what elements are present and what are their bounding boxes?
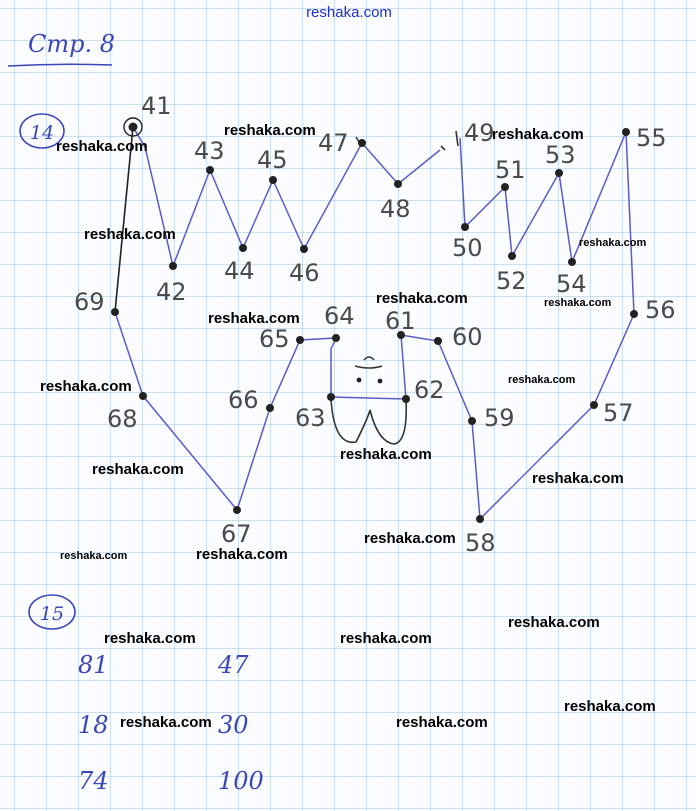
dot-label-57: 57 [603,399,634,427]
dot-label-42: 42 [156,278,187,306]
dot-label-67: 67 [221,520,252,548]
value-row3-left: 74 [78,767,109,795]
watermark: reshaka.com [579,237,647,249]
dot-labels [74,92,676,557]
dot-label-64: 64 [324,302,355,330]
dot-label-46: 46 [289,259,320,287]
watermark: reshaka.com [224,122,316,139]
watermark: reshaka.com [544,297,612,309]
dot-label-58: 58 [465,529,496,557]
site-header[interactable]: reshaka.com [306,4,392,21]
dot-label-51: 51 [495,156,526,184]
dot-label-63: 63 [295,404,326,432]
dot-label-65: 65 [259,325,290,353]
dot-label-44: 44 [224,257,255,285]
watermark: reshaka.com [564,698,656,715]
dot-label-49: 49 [464,119,495,147]
value-row2-right: 30 [218,711,249,739]
watermark: reshaka.com [532,470,624,487]
watermark: reshaka.com [340,446,432,463]
dot-label-56: 56 [645,296,676,324]
exercise-14-number: 14 [29,122,55,144]
watermark: reshaka.com [196,546,288,563]
dot-label-68: 68 [107,405,138,433]
watermark: reshaka.com [92,461,184,478]
watermark: reshaka.com [60,550,128,562]
dot-label-41: 41 [141,92,172,120]
dot-label-54: 54 [556,270,587,298]
heading-underline [8,64,112,66]
watermark: reshaka.com [84,226,176,243]
value-row1-right: 47 [218,651,249,679]
watermark: reshaka.com [40,378,132,395]
watermark: reshaka.com [340,630,432,647]
page-heading: Стр. 8 [28,30,116,58]
dot-label-66: 66 [228,386,259,414]
dot-label-53: 53 [545,141,576,169]
dot-label-52: 52 [496,267,527,295]
watermark: reshaka.com [508,614,600,631]
watermark: reshaka.com [396,714,488,731]
watermark: reshaka.com [508,374,576,386]
dot-label-50: 50 [452,234,483,262]
watermark: reshaka.com [120,714,212,731]
dot-label-61: 61 [385,307,416,335]
dot-label-43: 43 [194,137,225,165]
dot-label-69: 69 [74,288,105,316]
value-row3-right: 100 [218,767,264,795]
watermark: reshaka.com [492,126,584,143]
dot-label-47: 47 [318,129,349,157]
watermark: reshaka.com [376,290,468,307]
watermark: reshaka.com [364,530,456,547]
watermark: reshaka.com [56,138,148,155]
dot-label-62: 62 [414,376,445,404]
dot-label-45: 45 [257,146,288,174]
dot-label-60: 60 [452,323,483,351]
dot-label-48: 48 [380,195,411,223]
value-row1-left: 81 [78,651,109,679]
dot-label-55: 55 [636,124,667,152]
exercise-15-number: 15 [39,603,65,625]
dot-label-59: 59 [484,404,515,432]
value-row2-left: 18 [78,711,109,739]
watermark: reshaka.com [208,310,300,327]
watermark: reshaka.com [104,630,196,647]
